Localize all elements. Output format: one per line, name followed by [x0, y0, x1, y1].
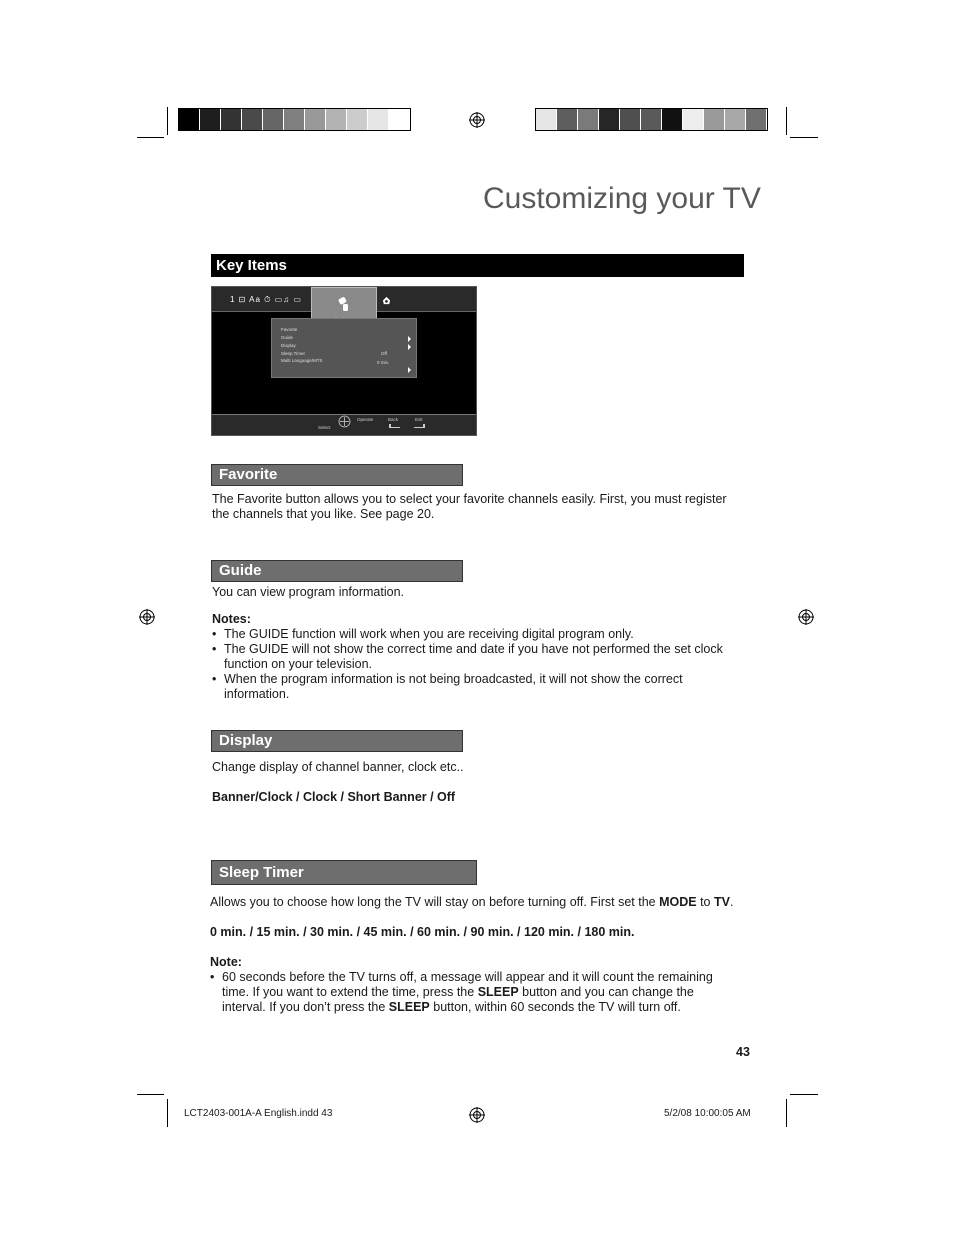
- footer-timestamp: 5/2/08 10:00:05 AM: [664, 1108, 751, 1119]
- display-body: Change display of channel banner, clock etc..: [212, 760, 464, 774]
- tv-menu-item: Guide: [281, 335, 294, 340]
- registration-mark-icon: [469, 1107, 485, 1123]
- section-heading-guide: Guide: [211, 560, 463, 582]
- color-swatch: [368, 109, 389, 130]
- section-heading-favorite: Favorite: [211, 464, 463, 486]
- tv-hint-exit: Exit: [415, 417, 423, 422]
- arrow-right-icon: [408, 344, 411, 350]
- tv-submenu: [271, 318, 417, 378]
- page-title: Customizing your TV: [483, 182, 761, 215]
- exit-button-icon: [414, 424, 425, 428]
- crop-mark: [167, 107, 168, 135]
- tv-menu-item: Multi Language/MTS: [281, 358, 323, 363]
- color-swatch: [200, 109, 221, 130]
- crop-mark: [137, 137, 164, 138]
- arrow-right-icon: [408, 336, 411, 342]
- remote-icon: [337, 296, 351, 312]
- color-swatch: [557, 109, 578, 130]
- color-swatch-bar-left: [178, 108, 411, 131]
- color-swatch: [179, 109, 200, 130]
- setup-icon: [382, 296, 391, 305]
- tv-menu-icons: 1 ⊡ Aa ⏱ ▭♫ ▭: [230, 295, 302, 304]
- color-swatch: [641, 109, 662, 130]
- color-swatch: [746, 109, 767, 130]
- tv-sleep-value: Off: [381, 351, 387, 356]
- registration-mark-icon: [469, 112, 485, 128]
- color-swatch: [305, 109, 326, 130]
- section-heading-display: Display: [211, 730, 463, 752]
- color-swatch: [683, 109, 704, 130]
- note-text: button, within 60 seconds the TV will turn off.: [429, 1000, 681, 1014]
- list-item: • The GUIDE will not show the correct time and date if you have not performed the set clock function on your television.: [212, 642, 736, 672]
- footer-file-name: LCT2403-001A-A English.indd 43: [184, 1108, 333, 1119]
- sleep-timer-options: 0 min. / 15 min. / 30 min. / 45 min. / 60 min. / 90 min. / 120 min. / 180 min.: [210, 925, 635, 939]
- arrow-right-icon: [408, 367, 411, 373]
- guide-body: You can view program information.: [212, 585, 404, 599]
- color-swatch: [620, 109, 641, 130]
- registration-mark-icon: [139, 609, 155, 625]
- tv-hint-select: Select: [318, 425, 331, 430]
- list-item: [210, 970, 730, 1015]
- color-swatch: [599, 109, 620, 130]
- tv-menu-item: Display: [281, 343, 296, 348]
- sleep-timer-body-text: Allows you to choose how long the TV will stay on before turning off. First set the: [210, 895, 660, 909]
- tv-hint-bar: [212, 414, 476, 436]
- color-swatch: [326, 109, 347, 130]
- color-swatch: [389, 109, 410, 130]
- crop-mark: [790, 1094, 818, 1095]
- color-swatch: [578, 109, 599, 130]
- tv-menu-item: Favorite: [281, 327, 298, 332]
- back-button-icon: [389, 424, 400, 428]
- tv-sleep-sub: 0 min.: [377, 360, 390, 365]
- guide-notes-list: [212, 627, 736, 702]
- color-swatch-bar-right: [535, 108, 768, 131]
- note-text: 60 seconds before the TV turns off, a message will appear and it will count the remaining time. If you want to extend the time, press the: [222, 970, 713, 999]
- tv-hint-back: Back: [388, 417, 399, 422]
- sleep-keyword: SLEEP: [388, 1000, 430, 1014]
- tv-keyword: TV: [713, 895, 730, 909]
- tv-menu-screenshot: [211, 286, 477, 436]
- page-number: 43: [736, 1045, 750, 1059]
- crop-mark: [786, 107, 787, 135]
- tv-hint-operate: Operate: [357, 417, 374, 422]
- sleep-keyword: SLEEP: [477, 985, 519, 999]
- color-swatch: [704, 109, 725, 130]
- mode-keyword: MODE: [659, 895, 697, 909]
- crop-mark: [786, 1099, 787, 1127]
- color-swatch: [536, 109, 557, 130]
- color-swatch: [263, 109, 284, 130]
- crop-mark: [137, 1094, 164, 1095]
- color-swatch: [221, 109, 242, 130]
- navigate-pad-icon: [338, 415, 351, 428]
- sleep-timer-body-text: to: [696, 895, 714, 909]
- list-item: • The GUIDE function will work when you are receiving digital program only.: [212, 627, 736, 642]
- crop-mark: [790, 137, 818, 138]
- section-heading-key-items: Key Items: [211, 254, 744, 277]
- color-swatch: [284, 109, 305, 130]
- sleep-timer-body-text: .: [729, 895, 734, 909]
- color-swatch: [662, 109, 683, 130]
- sleep-timer-body: [210, 895, 750, 910]
- sleep-timer-note-heading: Note:: [210, 955, 242, 969]
- crop-mark: [167, 1099, 168, 1127]
- list-item: • When the program information is not being broadcasted, it will not show the correct information.: [212, 672, 736, 702]
- favorite-body: The Favorite button allows you to select your favorite channels easily. First, you must register the channels that you like. See page 20.: [212, 492, 727, 521]
- registration-mark-icon: [798, 609, 814, 625]
- color-swatch: [242, 109, 263, 130]
- section-heading-sleep-timer: Sleep Timer: [211, 860, 477, 885]
- color-swatch: [347, 109, 368, 130]
- tv-menu-item: Sleep Timer: [281, 351, 306, 356]
- guide-notes-heading: Notes:: [212, 612, 251, 626]
- sleep-timer-note-list: [210, 970, 730, 1015]
- color-swatch: [725, 109, 746, 130]
- display-options: Banner/Clock / Clock / Short Banner / Off: [212, 790, 456, 804]
- note-text: button and you can change the interval. If you don’t press the: [222, 985, 694, 1014]
